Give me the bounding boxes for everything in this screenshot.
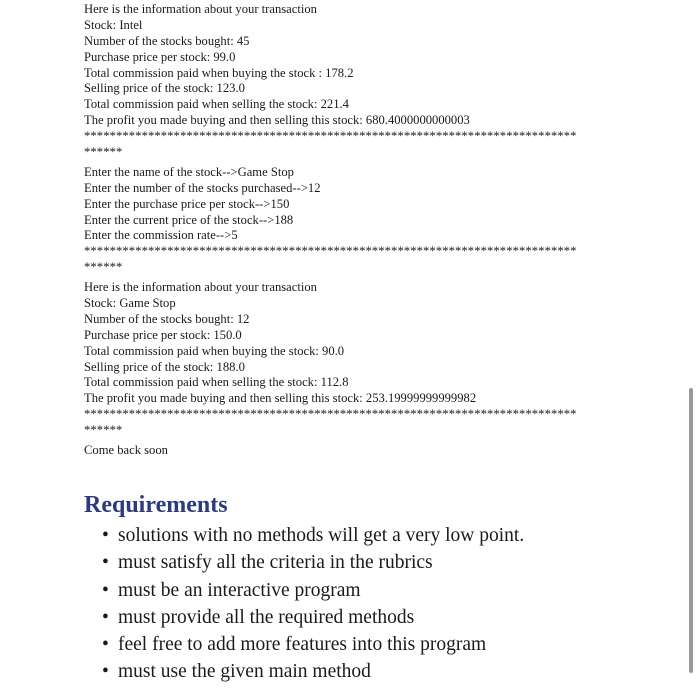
bullet-icon: • [102, 634, 109, 656]
output-line: Enter the current price of the stock-->188 [84, 212, 294, 227]
output-line: Here is the information about your transaction [84, 2, 317, 16]
requirement-item [102, 658, 684, 685]
output-line: Enter the name of the stock-->Game Stop [84, 164, 294, 179]
requirement-text: solutions with no methods will get a very low point. [118, 525, 525, 546]
requirement-text: must satisfy all the criteria in the rubrics [118, 552, 433, 574]
requirement-item [102, 549, 684, 576]
requirement-item [102, 631, 684, 658]
output-line: Stock: Game Stop [84, 296, 176, 311]
output-line: Selling price of the stock: 123.0 [84, 81, 245, 96]
bullet-icon: • [102, 525, 109, 546]
output-line: Purchase price per stock: 150.0 [84, 327, 242, 342]
requirement-text: must use the given main method [118, 661, 371, 683]
requirements-title: Requirements [84, 492, 228, 518]
output-line: Stock: Intel [84, 17, 143, 32]
output-line: Come back soon [84, 443, 168, 458]
requirement-text: must provide all the required methods [118, 606, 415, 628]
separator-line: ****** [84, 260, 123, 275]
output-line: Selling price of the stock: 188.0 [84, 359, 245, 374]
output-line: Here is the information about your transaction [84, 280, 317, 295]
requirement-item [102, 577, 684, 604]
bullet-icon: • [102, 661, 109, 683]
output-line: Enter the commission rate-->5 [84, 228, 238, 243]
output-line: Enter the purchase price per stock-->150 [84, 196, 290, 211]
output-line: The profit you made buying and then selling this stock: 253.19999999999982 [84, 391, 477, 406]
separator-line: ***************************************************************************** [84, 129, 577, 144]
output-line: Purchase price per stock: 99.0 [84, 49, 236, 64]
separator-line: ****** [84, 423, 123, 438]
separator-line: ***************************************************************************** [84, 244, 577, 259]
bullet-icon: • [102, 552, 109, 574]
requirement-text: must be an interactive program [118, 579, 361, 601]
output-line: Total commission paid when buying the stock : 178.2 [84, 65, 354, 80]
program-output [84, 2, 644, 459]
separator-line: ****** [84, 145, 123, 160]
output-line: Number of the stocks bought: 12 [84, 311, 250, 326]
output-line: Total commission paid when selling the stock: 112.8 [84, 375, 349, 390]
requirement-text: feel free to add more features into this program [118, 634, 487, 656]
output-line: Number of the stocks bought: 45 [84, 33, 250, 48]
requirements-section [84, 490, 684, 686]
output-line: Enter the number of the stocks purchased-->12 [84, 180, 321, 195]
output-line: Total commission paid when buying the stock: 90.0 [84, 343, 345, 358]
output-line: Total commission paid when selling the stock: 221.4 [84, 97, 349, 112]
bullet-icon: • [102, 606, 109, 628]
requirement-item [102, 604, 684, 631]
requirement-item [102, 522, 684, 549]
requirements-list [84, 522, 684, 686]
output-line: The profit you made buying and then selling this stock: 680.4000000000003 [84, 113, 470, 128]
bullet-icon: • [102, 579, 109, 601]
separator-line: ***************************************************************************** [84, 407, 577, 422]
vertical-scrollbar[interactable] [689, 388, 693, 673]
